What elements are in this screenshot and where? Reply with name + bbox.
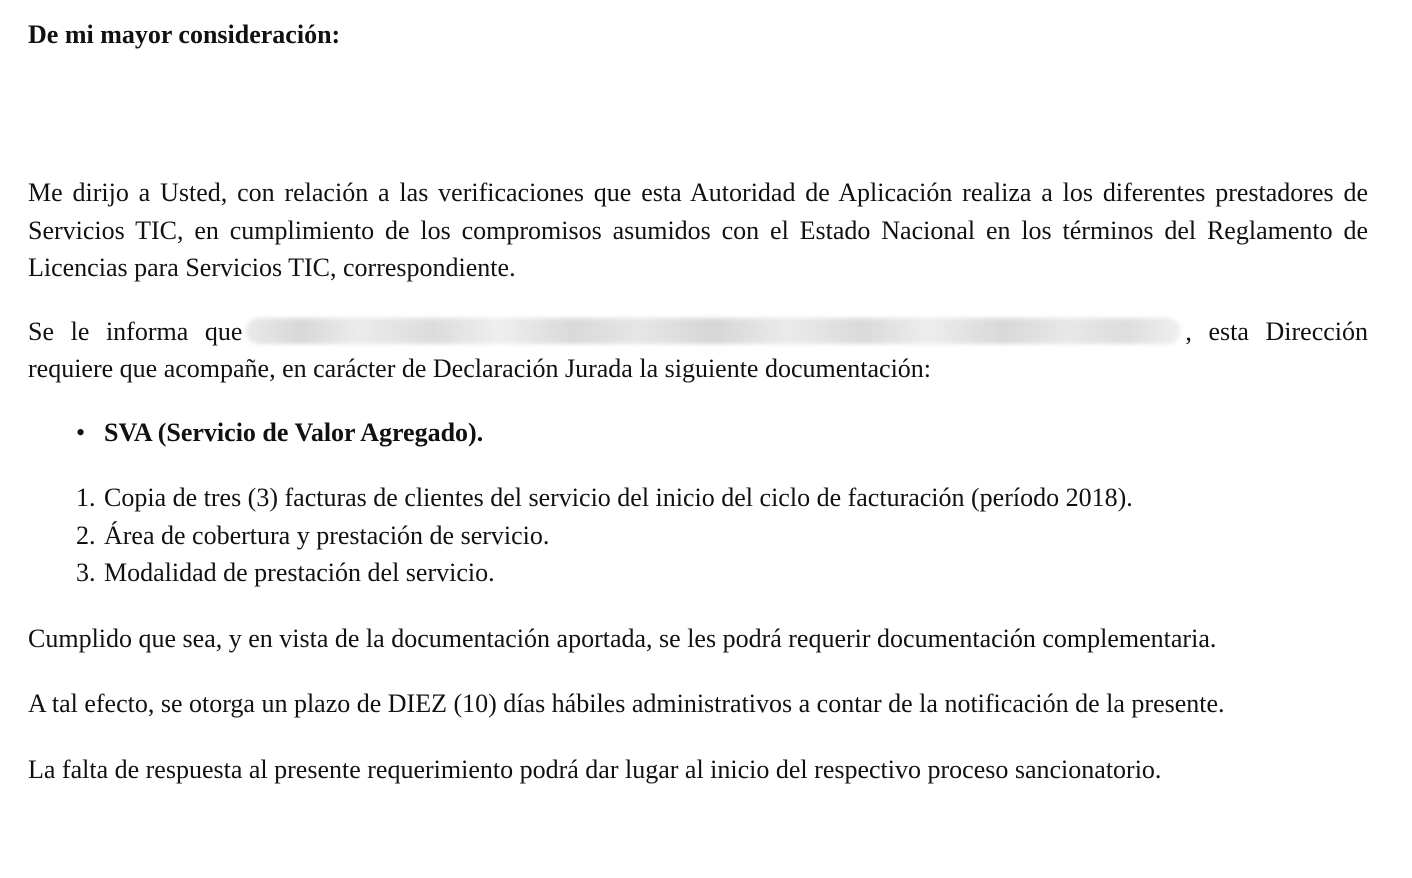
request-paragraph-lead: Se le informa que (28, 316, 243, 346)
list-item (76, 414, 1368, 452)
document-body (28, 16, 1368, 788)
bullet-list (28, 414, 1368, 452)
list-item (76, 479, 1368, 517)
item-number: 3. (76, 558, 96, 587)
item-number: 2. (76, 520, 96, 550)
numbered-list (28, 479, 1368, 592)
bullet-marker: • (76, 417, 86, 447)
request-paragraph-tail: , esta Dirección requiere que acompañe, en carácter de Declaración Jurada la siguiente documentación: (28, 316, 1368, 383)
item-text: Copia de tres (3) facturas de clientes del servicio del inicio del ciclo de facturación (período 2018). (104, 483, 1133, 512)
item-text: Área de cobertura y prestación de servicio. (104, 520, 550, 550)
intro-paragraph: Me dirijo a Usted, con relación a las verificaciones que esta Autoridad de Aplicación realiza a los diferentes prestadores de Servicios TIC, en cumplimiento de los compromisos asumidos con el Estado Nacional en los términos del Reglamento de Licencias para Servicios TIC, correspondiente. (28, 178, 1368, 282)
bullet-text: SVA (Servicio de Valor Agregado). (104, 417, 484, 447)
item-number: 1. (76, 483, 96, 512)
closing-paragraph-1: Cumplido que sea, y en vista de la documentación aportada, se les podrá requerir documentación complementaria. (28, 623, 1217, 653)
closing-paragraph-2: A tal efecto, se otorga un plazo de DIEZ (10) días hábiles administrativos a contar de la notificación de la presente. (28, 689, 1225, 718)
redacted-text (246, 318, 1181, 344)
list-item (76, 517, 1368, 555)
salutation: De mi mayor consideración: (28, 20, 341, 49)
closing-paragraph-3: La falta de respuesta al presente requerimiento podrá dar lugar al inicio del respectivo proceso sancionatorio. (28, 754, 1162, 784)
item-text: Modalidad de prestación del servicio. (104, 558, 495, 587)
request-paragraph (28, 313, 1368, 388)
list-item (76, 554, 1368, 592)
